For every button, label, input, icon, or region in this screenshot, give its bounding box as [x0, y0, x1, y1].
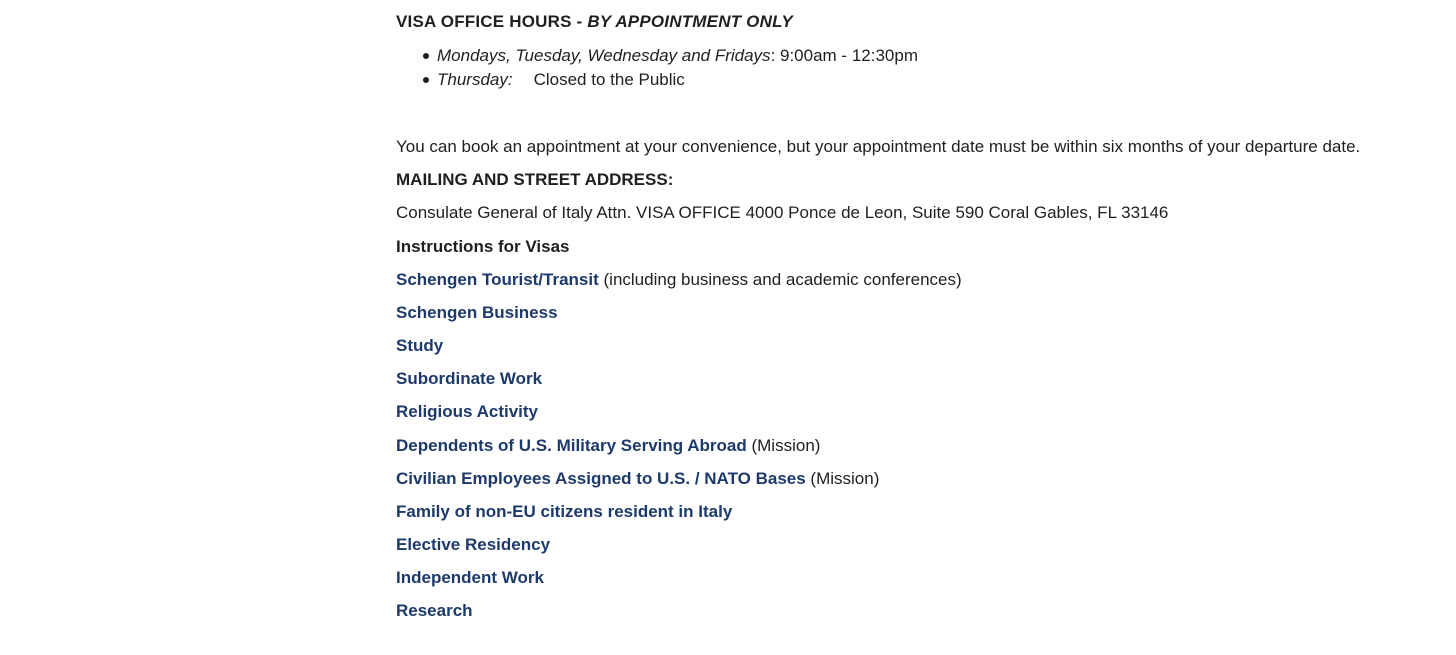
office-hours-list: [396, 44, 918, 92]
list-item: [396, 68, 918, 92]
office-hours-title-prefix: VISA OFFICE HOURS -: [396, 12, 588, 31]
appointment-only-label: BY APPOINTMENT ONLY: [587, 12, 793, 31]
visa-link-row: [396, 566, 544, 590]
visa-link-family-non-eu[interactable]: Family of non-EU citizens resident in Italy: [396, 502, 733, 521]
visa-link-religious-activity[interactable]: Religious Activity: [396, 402, 539, 421]
booking-note: You can book an appointment at your convenience, but your appointment date must be within six months of your departure date.: [396, 137, 1361, 156]
visa-link-military-dependents[interactable]: Dependents of U.S. Military Serving Abroad: [396, 436, 747, 455]
visa-link-research[interactable]: Research: [396, 601, 473, 620]
visa-link-civilian-employees[interactable]: Civilian Employees Assigned to U.S. / NATO Bases: [396, 469, 806, 488]
visa-link-note: (including business and academic conferences): [598, 270, 962, 289]
list-item: [396, 44, 918, 68]
visa-link-row: [396, 367, 542, 391]
hours-time: : 9:00am - 12:30pm: [770, 46, 918, 65]
hours-days: Mondays, Tuesday, Wednesday and Fridays: [437, 46, 771, 65]
mailing-heading: MAILING AND STREET ADDRESS:: [396, 170, 674, 189]
visa-link-elective-residency[interactable]: Elective Residency: [396, 535, 551, 554]
instructions-heading: Instructions for Visas: [396, 237, 570, 256]
visa-link-row: [396, 434, 820, 458]
visa-link-row: [396, 301, 558, 325]
hours-days: Thursday:: [437, 70, 513, 89]
visa-link-subordinate-work[interactable]: Subordinate Work: [396, 369, 543, 388]
visa-link-study[interactable]: Study: [396, 336, 444, 355]
visa-link-schengen-business[interactable]: Schengen Business: [396, 303, 558, 322]
visa-link-note: (Mission): [805, 469, 880, 488]
visa-link-row: [396, 334, 443, 358]
mailing-address: Consulate General of Italy Attn. VISA OFFICE 4000 Ponce de Leon, Suite 590 Coral Gables, FL 33146: [396, 203, 1169, 222]
visa-link-row: [396, 268, 962, 292]
visa-link-row: [396, 500, 732, 524]
visa-link-row: [396, 599, 473, 623]
visa-link-row: [396, 467, 879, 491]
visa-link-schengen-tourist[interactable]: Schengen Tourist/Transit: [396, 270, 599, 289]
visa-link-row: [396, 533, 550, 557]
visa-link-note: (Mission): [746, 436, 821, 455]
office-hours-title: [396, 12, 793, 32]
hours-time: Closed to the Public: [533, 70, 685, 89]
visa-link-independent-work[interactable]: Independent Work: [396, 568, 544, 587]
visa-link-row: [396, 400, 538, 424]
